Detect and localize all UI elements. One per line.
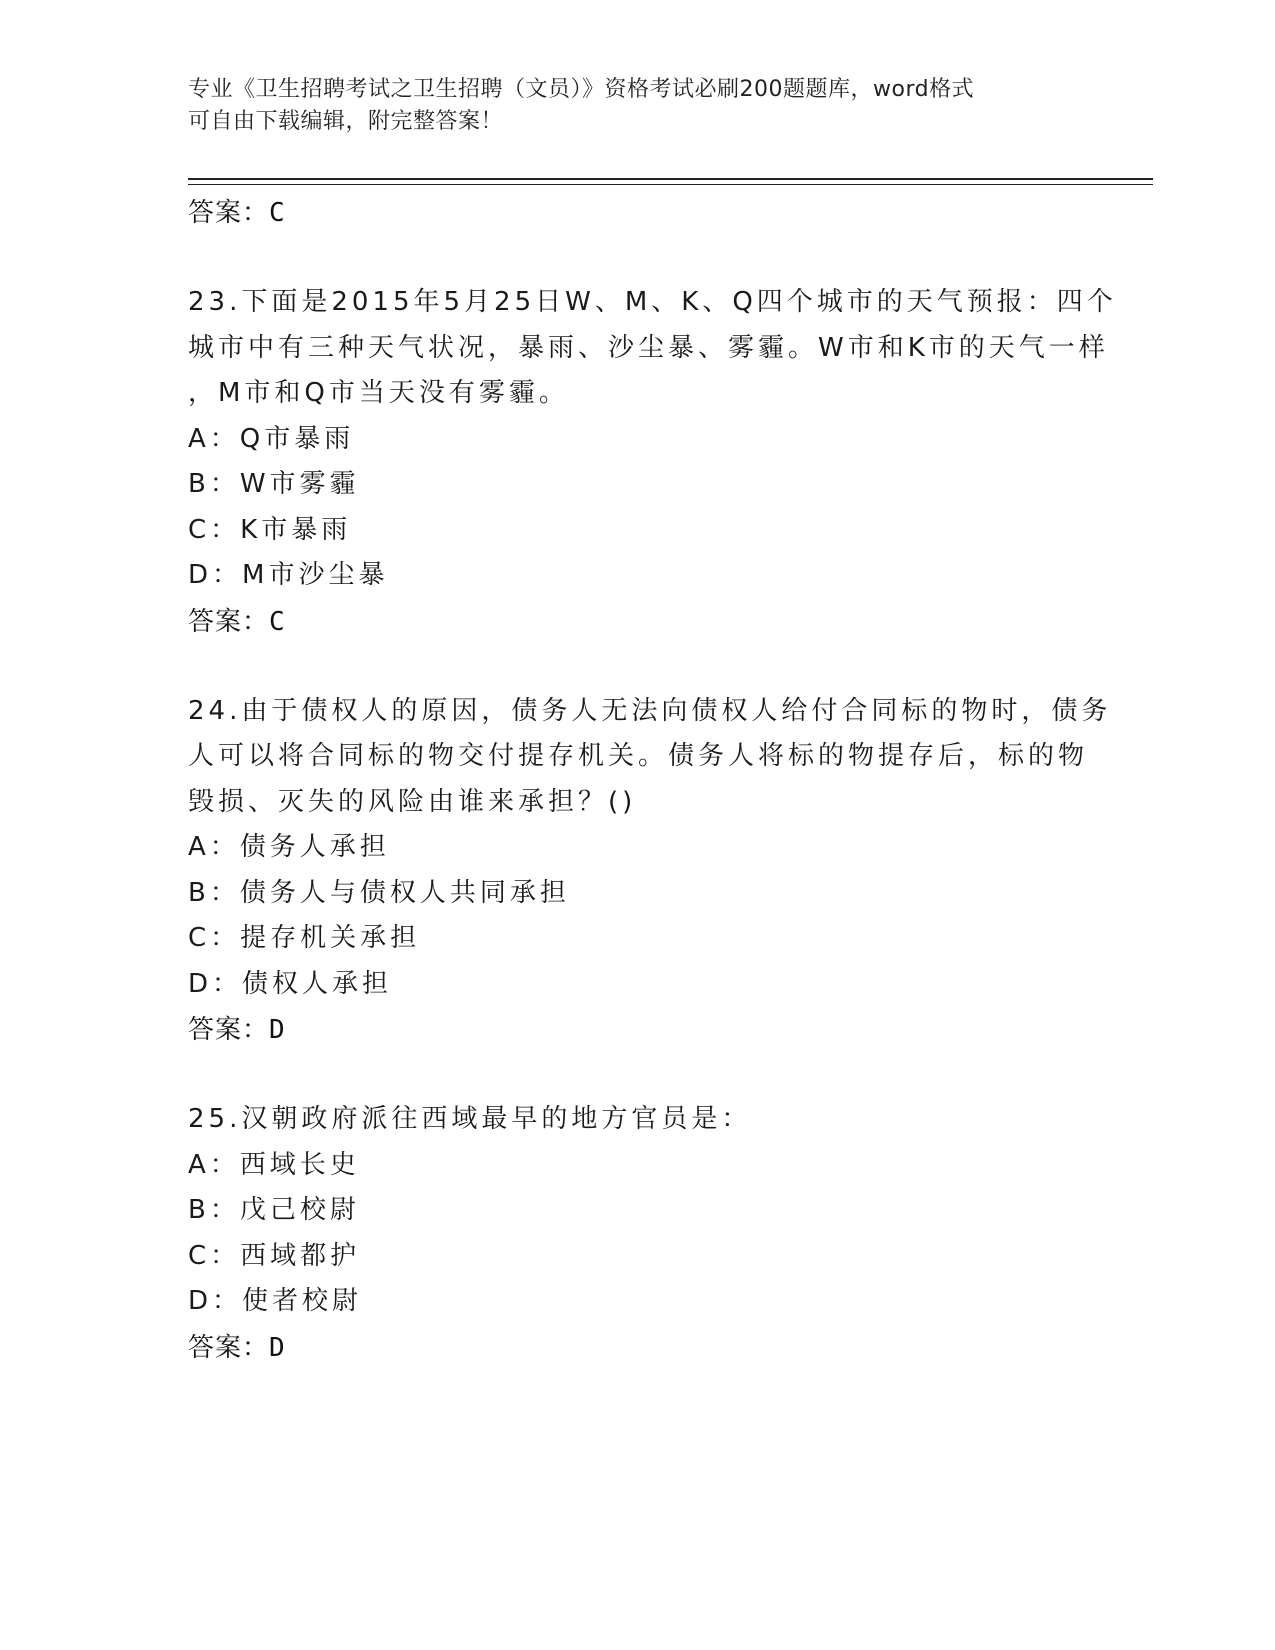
option-d: D：使者校尉	[188, 1286, 363, 1316]
question-answer	[188, 1007, 1088, 1053]
option-d: D：M市沙尘暴	[188, 560, 389, 590]
option-c: C：K市暴雨	[188, 514, 352, 545]
answer-value: C	[269, 606, 286, 637]
header-rule-thick	[188, 178, 1153, 180]
answer-label: 答案：	[188, 1332, 270, 1363]
answer-label: 答案：	[188, 198, 270, 228]
option-b: B：戊己校尉	[188, 1195, 360, 1225]
option-a: A：债务人承担	[188, 832, 390, 862]
header-rule-thin	[188, 184, 1153, 185]
header-line-1: 专业《卫生招聘考试之卫生招聘（文员）》资格考试必刷200题题库，word格式	[188, 77, 975, 102]
question-text-line: 25.汉朝政府派往西域最早的地方官员是：	[188, 1104, 752, 1134]
option-b: B：W市雾霾	[188, 469, 360, 499]
question-23	[188, 280, 1117, 645]
answer-label: 答案：	[188, 606, 270, 637]
question-24	[188, 689, 1112, 1054]
question-text-line: 24.由于债权人的原因，债务人无法向债权人给付合同标的物时，债务	[188, 695, 1112, 726]
option-b: B：债务人与债权人共同承担	[188, 877, 570, 908]
document-body	[188, 190, 1117, 1371]
answer-value: D	[269, 1015, 286, 1045]
option-d: D：债权人承担	[188, 968, 393, 999]
page-header	[188, 74, 1088, 138]
answer-value: D	[269, 1332, 286, 1363]
option-a: A：西域长史	[188, 1149, 360, 1180]
option-c: C：西域都护	[188, 1240, 361, 1271]
question-25	[188, 1097, 1088, 1371]
option-c: C：提存机关承担	[188, 923, 421, 953]
question-text-line: 23.下面是2015年5月25日W、M、K、Q四个城市的天气预报：四个	[188, 287, 1117, 317]
question-text-line: 人可以将合同标的物交付提存机关。债务人将标的物提存后，标的物	[188, 741, 1089, 771]
option-a: A：Q市暴雨	[188, 423, 355, 454]
question-text-line: 城市中有三种天气状况，暴雨、沙尘暴、雾霾。W市和K市的天气一样	[188, 332, 1109, 363]
question-answer	[188, 599, 1088, 645]
answer-label: 答案：	[188, 1015, 270, 1045]
header-line-2: 可自由下载编辑，附完整答案！	[188, 109, 504, 134]
answer-value: C	[269, 198, 286, 228]
question-text-line: 毁损、灭失的风险由谁来承担？()	[188, 786, 637, 817]
question-text-line: ，M市和Q市当天没有雾霾。	[188, 378, 569, 408]
previous-answer	[188, 190, 1088, 236]
question-answer	[188, 1325, 1088, 1371]
